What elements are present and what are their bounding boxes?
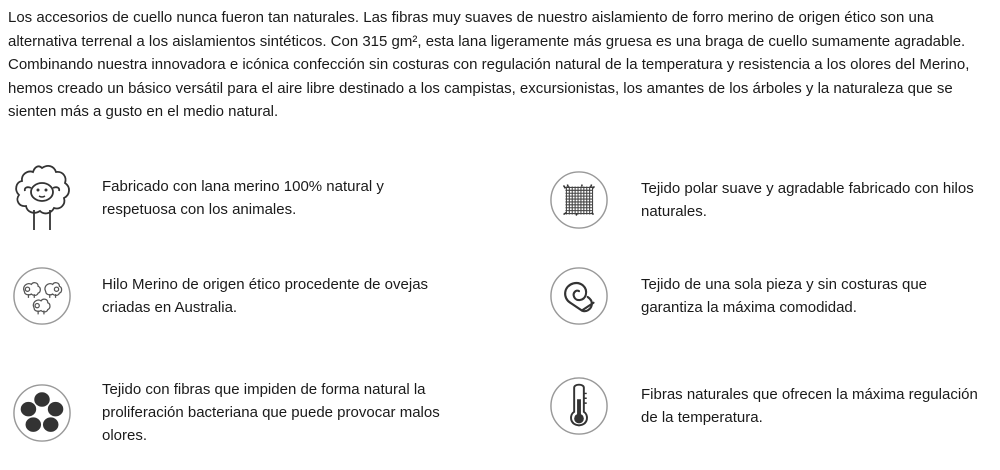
feature-ethical-origin xyxy=(12,266,432,326)
feature-seamless xyxy=(549,266,981,326)
feature-temperature-regulation xyxy=(549,376,981,436)
thermometer-icon xyxy=(549,376,609,436)
sheep-icon xyxy=(12,168,72,228)
product-description: Los accesorios de cuello nunca fueron tan naturales. Las fibras muy suaves de nuestro aislamiento de forro merino de origen ético son una alternativa terrenal a los aislamientos sintéticos. Con 315 gm², esta lana ligeramente más gruesa es una braga de cuello sumamente agradable. Combinando nuestra innovadora e icónica confección sin costuras con regulación natural de la temperatura y resistencia a los olores del Merino, hemos creado un básico versátil para el aire libre destinado a los campistas, excursionistas, los amantes de los árboles y la naturaleza que se sienten más a gusto en el medio natural. xyxy=(8,9,970,121)
feature-text: Fabricado con lana merino 100% natural y respetuosa con los animales. xyxy=(102,178,384,218)
feature-soft-fleece xyxy=(549,170,981,230)
feature-text: Hilo Merino de origen ético procedente de ovejas criadas en Australia. xyxy=(102,276,429,316)
feature-text: Tejido de una sola pieza y sin costuras que garantiza la máxima comodidad. xyxy=(641,276,928,316)
feature-text: Tejido polar suave y agradable fabricado con hilos naturales. xyxy=(641,180,974,220)
antibacterial-flower-icon xyxy=(12,383,72,443)
feature-odor-resistance xyxy=(12,378,462,447)
feature-text: Fibras naturales que ofrecen la máxima regulación de la temperatura. xyxy=(641,386,978,426)
sheep-flock-icon xyxy=(12,266,72,326)
feature-merino-wool xyxy=(12,168,432,228)
fleece-fabric-icon xyxy=(549,170,609,230)
seamless-roll-icon xyxy=(549,266,609,326)
feature-text: Tejido con fibras que impiden de forma natural la proliferación bacteriana que puede provocar malos olores. xyxy=(102,381,440,444)
